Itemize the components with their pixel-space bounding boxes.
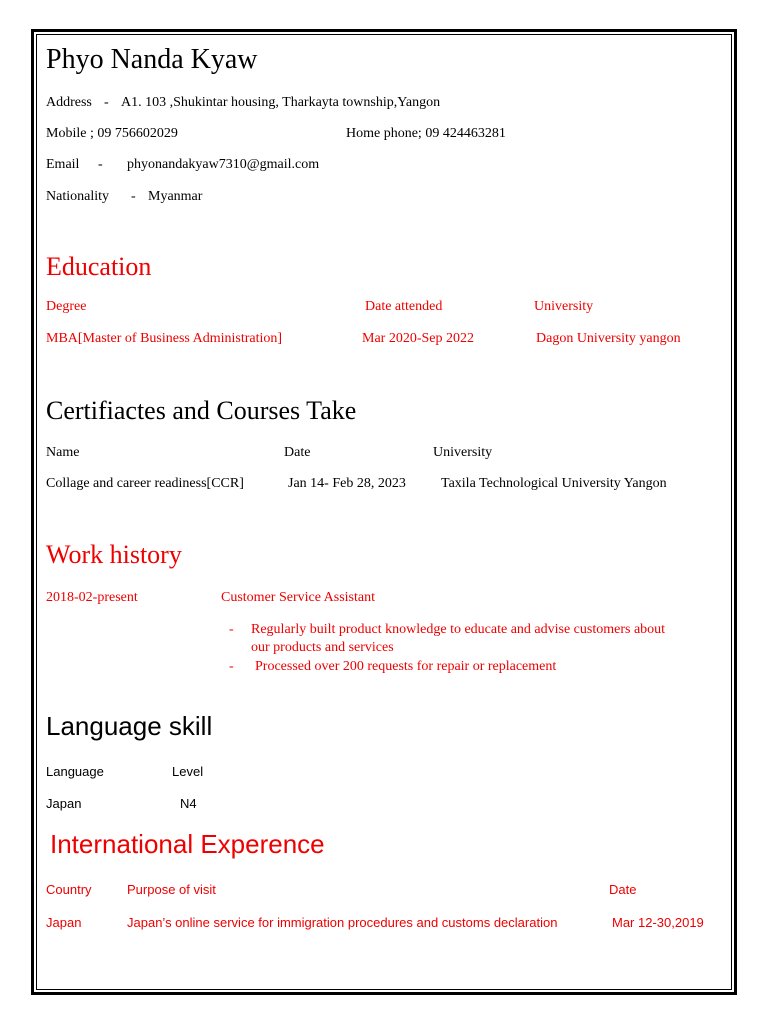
work-bullet-2: Processed over 200 requests for repair or replacement	[255, 659, 557, 674]
address-separator: -	[104, 95, 109, 110]
email-label: Email	[46, 157, 80, 172]
education-col-degree: Degree	[46, 299, 87, 314]
education-university: Dagon University yangon	[536, 331, 681, 346]
certificates-col-university: University	[433, 445, 493, 460]
address-label: Address	[46, 95, 92, 110]
certificates-col-date: Date	[284, 445, 311, 460]
certificates-col-name: Name	[46, 445, 80, 460]
education-col-university: University	[534, 299, 594, 314]
work-period: 2018-02-present	[46, 590, 138, 605]
email-value: phyonandakyaw7310@gmail.com	[127, 157, 320, 172]
certificate-name: Collage and career readiness[CCR]	[46, 476, 244, 491]
international-country: Japan	[46, 915, 82, 930]
nationality-value: Myanmar	[148, 189, 203, 204]
international-purpose: Japan’s online service for immigration procedures and customs declaration	[127, 915, 558, 930]
email-separator: -	[98, 157, 103, 172]
certificate-date: Jan 14- Feb 28, 2023	[288, 476, 406, 491]
mobile-phone: Mobile ; 09 756602029	[46, 126, 178, 141]
work-history-heading: Work history	[46, 540, 182, 569]
education-date: Mar 2020-Sep 2022	[362, 331, 474, 346]
certificates-heading: Certifiactes and Courses Take	[46, 396, 357, 425]
language-col-language: Language	[46, 764, 104, 779]
address-value: A1. 103 ,Shukintar housing, Tharkayta township,Yangon	[121, 95, 441, 110]
international-col-date: Date	[609, 882, 637, 897]
international-date: Mar 12-30,2019	[612, 915, 704, 930]
international-heading: International Experence	[50, 829, 325, 859]
international-col-purpose: Purpose of visit	[127, 882, 216, 897]
education-heading: Education	[46, 252, 152, 281]
certificate-university: Taxila Technological University Yangon	[441, 476, 667, 491]
education-col-date: Date attended	[365, 299, 443, 314]
nationality-separator: -	[131, 189, 136, 204]
bullet-marker: -	[229, 622, 234, 637]
bullet-marker: -	[229, 659, 234, 674]
home-phone: Home phone; 09 424463281	[346, 126, 506, 141]
work-bullet-1-line-2: our products and services	[251, 640, 394, 655]
language-level: N4	[180, 796, 197, 811]
language-col-level: Level	[172, 764, 204, 779]
education-degree: MBA[Master of Business Administration]	[46, 331, 283, 346]
language-name: Japan	[46, 796, 82, 811]
applicant-name: Phyo Nanda Kyaw	[46, 44, 258, 75]
work-title: Customer Service Assistant	[221, 590, 375, 605]
language-skill-heading: Language skill	[46, 711, 213, 741]
work-bullet-1-line-1: Regularly built product knowledge to educate and advise customers about	[251, 622, 666, 637]
international-col-country: Country	[46, 882, 92, 897]
nationality-label: Nationality	[46, 189, 109, 204]
